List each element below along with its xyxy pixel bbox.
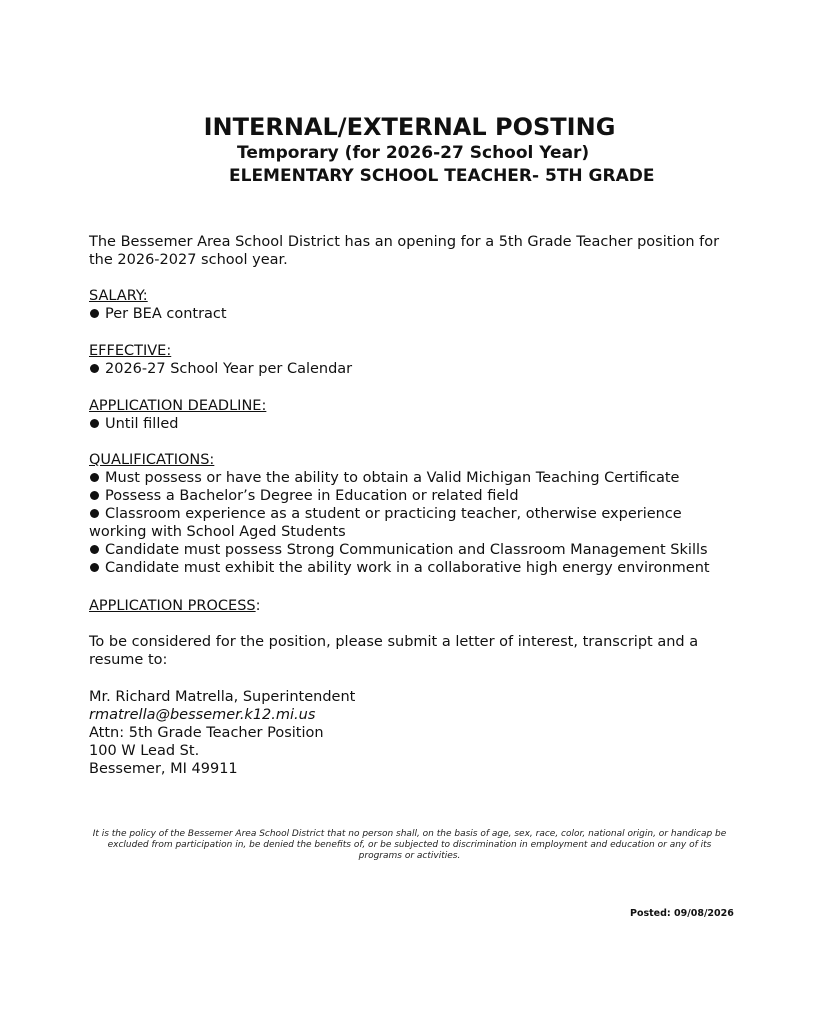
salary-heading: SALARY: — [89, 288, 148, 304]
posted-date: Posted: 09/08/2026 — [630, 908, 734, 919]
posting-title: INTERNAL/EXTERNAL POSTING — [203, 113, 616, 141]
contact-block — [89, 688, 739, 778]
bullet-icon — [90, 509, 99, 518]
process-section — [89, 597, 739, 669]
list-item: 2026-27 School Year per Calendar — [89, 360, 739, 378]
process-heading: APPLICATION PROCESS — [89, 598, 256, 614]
contact-attn: Attn: 5th Grade Teacher Position — [89, 725, 324, 741]
bullet-icon — [90, 491, 99, 500]
contact-name: Mr. Richard Matrella, Superintendent — [89, 689, 356, 705]
deadline-list — [89, 415, 739, 433]
effective-heading: EFFECTIVE: — [89, 343, 172, 359]
list-item: Possess a Bachelor’s Degree in Education or related field — [89, 487, 739, 505]
qualifications-list — [89, 469, 739, 577]
bullet-icon — [90, 364, 99, 373]
bullet-icon — [90, 419, 99, 428]
salary-section — [89, 287, 739, 323]
deadline-section — [89, 397, 739, 433]
nondiscrimination-policy: It is the policy of the Bessemer Area School District that no person shall, on the basis of age, sex, race, color, national origin, or handicap be excluded from participation in, be denied the benefits of, or be subjected to discrimination in employment and education or any of its programs or activities. — [92, 829, 727, 861]
position-title: ELEMENTARY SCHOOL TEACHER- 5TH GRADE — [229, 166, 655, 186]
effective-section — [89, 342, 739, 378]
deadline-heading: APPLICATION DEADLINE: — [89, 398, 267, 414]
list-item: Until filled — [89, 415, 739, 433]
salary-list — [89, 305, 739, 323]
list-item: Per BEA contract — [89, 305, 739, 323]
effective-list — [89, 360, 739, 378]
process-heading-line: APPLICATION PROCESS: — [89, 598, 261, 614]
posting-subtitle: Temporary (for 2026-27 School Year) — [237, 143, 590, 163]
contact-street: 100 W Lead St. — [89, 743, 200, 759]
bullet-icon — [90, 545, 99, 554]
list-item: Candidate must exhibit the ability work in a collaborative high energy environment — [89, 559, 739, 577]
list-item: Must possess or have the ability to obtain a Valid Michigan Teaching Certificate — [89, 469, 739, 487]
contact-city: Bessemer, MI 49911 — [89, 761, 238, 777]
qualifications-heading: QUALIFICATIONS: — [89, 452, 215, 468]
bullet-icon — [90, 309, 99, 318]
intro-paragraph: The Bessemer Area School District has an opening for a 5th Grade Teacher position for the 2026-2027 school year. — [89, 234, 720, 268]
bullet-icon — [90, 563, 99, 572]
list-item: Classroom experience as a student or practicing teacher, otherwise experience working with School Aged Students — [89, 506, 682, 540]
list-item: Candidate must possess Strong Communication and Classroom Management Skills — [89, 541, 739, 559]
bullet-icon — [90, 473, 99, 482]
qualifications-section — [89, 451, 739, 577]
process-text: To be considered for the position, please submit a letter of interest, transcript and a resume to: — [89, 634, 699, 668]
contact-email[interactable]: rmatrella@bessemer.k12.mi.us — [89, 707, 316, 723]
